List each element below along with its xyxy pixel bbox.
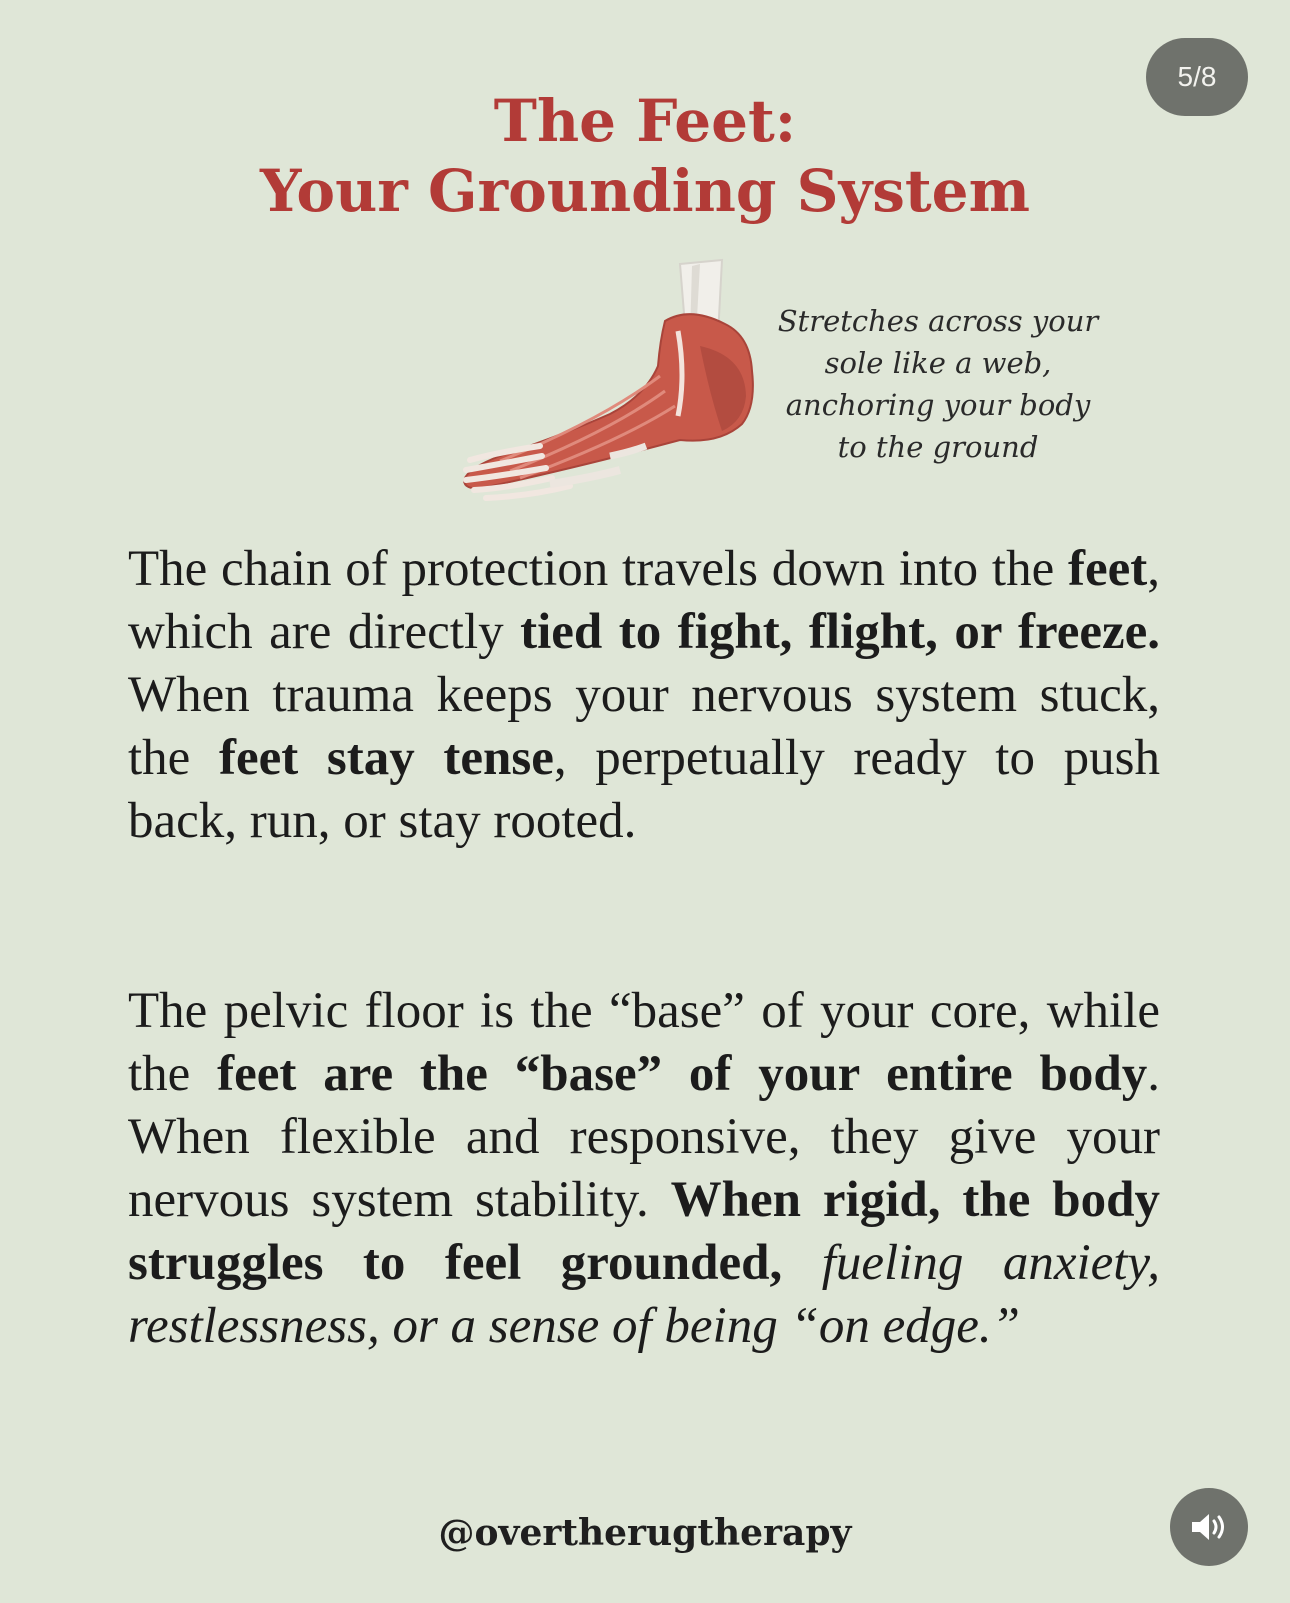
italic-run: fueling anxiety, restlessness, or a sense of being “on edge.” bbox=[128, 1235, 1161, 1354]
caption-line-2: sole like a web, bbox=[824, 346, 1052, 380]
title-line-1: The Feet: bbox=[493, 87, 797, 155]
foot-anatomy-icon bbox=[460, 256, 780, 516]
text-run: The chain of protection travels down into the bbox=[128, 541, 1068, 597]
text-run: , which are directly bbox=[128, 541, 1160, 660]
caption-line-4: to the ground bbox=[837, 430, 1039, 464]
slide-counter-badge: 5/8 bbox=[1146, 38, 1248, 116]
author-handle: @overtherugtherapy bbox=[438, 1512, 852, 1554]
bold-run: tied to fight, flight, or freeze. bbox=[520, 604, 1160, 660]
body-paragraph-2 bbox=[128, 980, 1160, 1358]
body-paragraph-1 bbox=[128, 538, 1160, 853]
page-title bbox=[0, 86, 1290, 226]
caption-line-1: Stretches across your bbox=[777, 304, 1099, 338]
text-run: , perpetually ready to push back, run, or stay rooted. bbox=[128, 730, 1160, 849]
text-run bbox=[782, 1235, 821, 1291]
bold-run: feet bbox=[1068, 541, 1148, 597]
speaker-icon bbox=[1189, 1510, 1229, 1544]
title-line-2: Your Grounding System bbox=[260, 157, 1030, 225]
text-run: When trauma keeps your nervous system stuck, the bbox=[128, 667, 1160, 786]
bold-run: When rigid, the body struggles to feel grounded, bbox=[128, 1172, 1160, 1291]
image-caption bbox=[768, 300, 1108, 468]
caption-line-3: anchoring your body bbox=[785, 388, 1091, 422]
text-run: . When flexible and responsive, they give your nervous system stability. bbox=[128, 1046, 1160, 1228]
bold-run: feet stay tense bbox=[218, 730, 554, 786]
sound-toggle-button[interactable] bbox=[1170, 1488, 1248, 1566]
text-run: The pelvic floor is the “base” of your core, while the bbox=[128, 983, 1160, 1102]
bold-run: feet are the “base” of your entire body bbox=[217, 1046, 1148, 1102]
